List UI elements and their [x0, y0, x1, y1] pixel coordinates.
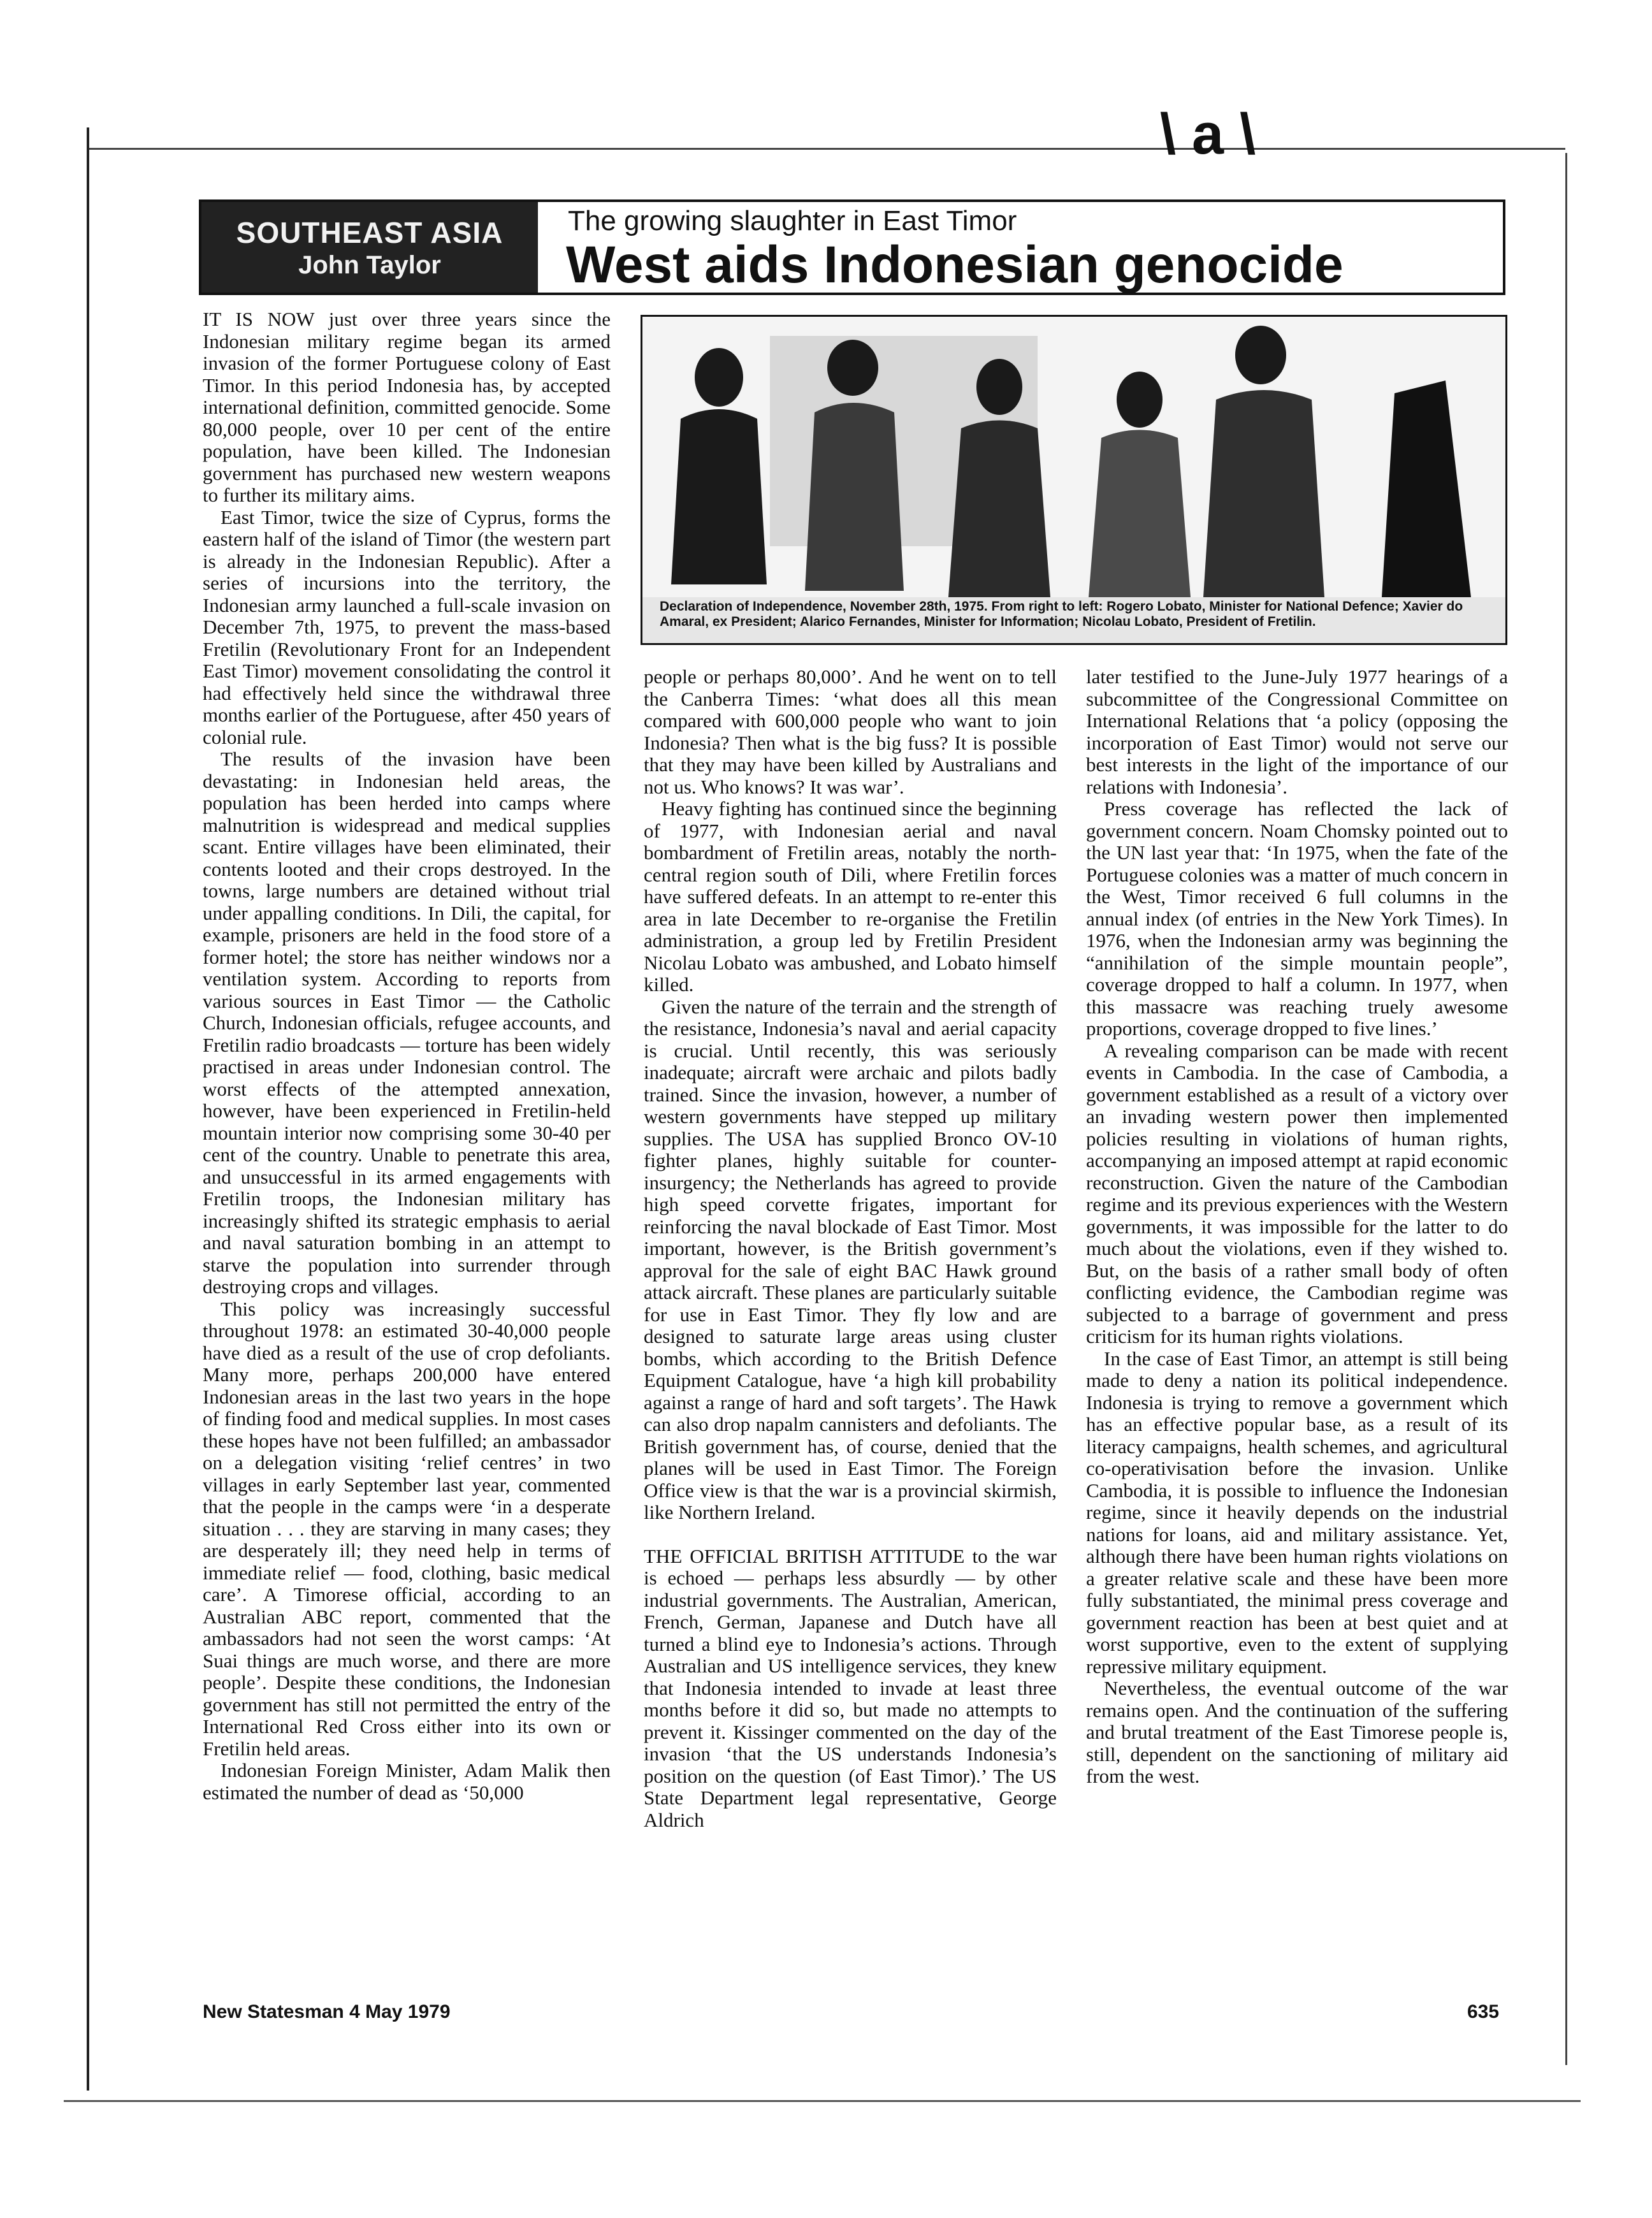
article-headline: West aids Indonesian genocide: [566, 236, 1344, 294]
paragraph: Heavy fighting has continued since the beginning of 1977, with Indonesian aerial and naval bombardment of Fretilin areas, notably the north-central region south of Dili, where Fretilin forces have suffered defeats. In an attempt to re-enter this area in late December to re-organise the Fretilin administration, a group led by Fretilin President Nicolau Lobato was ambushed, and Lobato himself killed.: [644, 797, 1057, 996]
paragraph: Nevertheless, the eventual outcome of the war remains open. And the continuation of the suffering and brutal treatment of the East Timorese people is, still, dependent on the sanctioning of military aid from the west.: [1086, 1677, 1508, 1787]
byline: John Taylor: [298, 250, 441, 279]
column-3: [1086, 666, 1508, 1788]
paragraph: East Timor, twice the size of Cyprus, forms the eastern half of the island of Timor (the western part is already in the Indonesian Republic). After a series of incursions into the territory, the Indonesian army launched a full-scale invasion on December 7th, 1975, to prevent the mass-based Fretilin (Revolutionary Front for an Independent East Timor) movement consolidating the control it had effectively held since the withdrawal three months earlier of the Portuguese, after 450 years of colonial rule.: [203, 505, 611, 748]
paragraph: In the case of East Timor, an attempt is still being made to deny a nation its political independence. Indonesia is trying to remove a government which has an effective popular base, as a result of its literacy campaigns, health schemes, and agricultural co-operativisation before the invasion. Unlike Cambodia, it is possible to influence the Indonesian regime, since it heavily depends on the industrial nations for loans, aid and military assistance. Yet, although there have been human rights violations on a greater relative scale and these have been more fully substantiated, the minimal press coverage and government reaction has been at best quiet and at worst supportive, even to the extent of supplying repressive military equipment.: [1086, 1347, 1508, 1678]
paragraph: The results of the invasion have been devastating: in Indonesian held areas, the population has been herded into camps where malnutrition is widespread and medical supplies scant. Entire villages have been eliminated, their contents looted and their crops destroyed. In the towns, large numbers are detained without trial under appalling conditions. In Dili, the capital, for example, prisoners are held in the food store of a former hotel; the store has neither windows nor a ventilation system. According to reports from various sources in East Timor — the Catholic Church, Indonesian officials, refugee accounts, and Fretilin radio broadcasts — torture has been widely practised in areas under Indonesian control. The worst effects of the attempted annexation, however, have been experienced in Fretilin-held mountain interior now comprising some 30-40 per cent of the country. Unable to penetrate this area, and unsuccessful in its armed engagements with Fretilin troops, the Indonesian military has increasingly shifted its strategic emphasis to aerial and naval saturation bombing in an attempt to starve the population into surrender through destroying crops and villages.: [203, 748, 611, 1298]
paragraph: people or perhaps 80,000’. And he went on to tell the Canberra Times: ‘what does all this mean compared with 600,000 people who want to join Indonesia? Then what is the big fuss? It is possible that they may have been killed by Australians and not us. Who knows? It was war’.: [644, 665, 1057, 798]
paragraph: later testified to the June-July 1977 hearings of a subcommittee of the Congressional Committee on International Relations that ‘a policy (opposing the incorporation of East Timor) would not serve our best interests in the light of the importance of our relations with Indonesia’.: [1086, 665, 1508, 798]
bottom-rule: [64, 2100, 1581, 2102]
news-photo: [641, 315, 1507, 645]
paragraph: Given the nature of the terrain and the strength of the resistance, Indonesia’s naval and aerial capacity is crucial. Until recently, this was seriously inadequate; aircraft were archaic and pilots badly trained. Since the invasion, however, a number of western governments have stepped up military supplies. The USA has supplied Bronco OV-10 fighter planes, highly suitable for counter-insurgency; the Netherlands has agreed to provide high speed corvette frigates, important for reinforcing the naval blockade of East Timor. Most important, however, is the British government’s approval for the sale of eight BAC Hawk ground attack aircraft. These planes are particularly suitable for use in East Timor. They fly low and are designed to saturate large areas using cluster bombs, which according to the British Defence Equipment Catalogue, have ‘a high kill probability against a range of hard and soft targets’. The Hawk can also drop napalm cannisters and defoliants. The British government has, of course, denied that the planes will be used in East Timor. The Foreign Office view is that the war is a provincial skirmish, like Northern Ireland.: [644, 995, 1057, 1523]
subhead: THE OFFICIAL BRITISH ATTITUDE: [644, 1544, 965, 1567]
paragraph-with-subhead: [644, 1546, 1057, 1832]
paragraph: Indonesian Foreign Minister, Adam Malik then estimated the number of dead as ‘50,000: [203, 1759, 611, 1804]
column-1: [203, 308, 611, 1804]
article-masthead: [199, 199, 1505, 295]
publication-footer: New Statesman 4 May 1979: [203, 2001, 451, 2022]
page-number: 635: [1467, 2001, 1500, 2022]
paragraph: Press coverage has reflected the lack of government concern. Noam Chomsky pointed out to the UN last year that: ‘In 1975, when the fate of the Portuguese colonies was a matter of much concern in the West, Timor received 6 full columns in the annual index (of entries in the New York Times). In 1976, when the Indonesian army was beginning the “annihilation of the simple mountain people”, coverage dropped to half a column. In 1977, when this massacre was reaching truely awesome proportions, coverage dropped to five lines.’: [1086, 797, 1508, 1040]
photo-caption: Declaration of Independence, November 28th, 1975. From right to left: Rogero Lobato, Minister for National Defence; Xavier do Amaral, ex President; Alarico Fernandes, Minister for Information; Nicolau Lobato, President of Fretilin.: [660, 599, 1463, 629]
section-banner: [201, 202, 538, 293]
subhead-continuation: to the war is echoed — perhaps less absurdly — by other industrial governments. The Australian, American, French, German, Japanese and Dutch have all turned a blind eye to Indonesia’s actions. Through Australian and US intelligence services, they knew that Indonesia intended to invade at least three months before it did so, but made no attempts to prevent it. Kissinger commented on the day of the invasion ‘that the US understands Indonesia’s position on the question (of East Timor).’ The US State Department legal representative, George Aldrich: [644, 1544, 1057, 1831]
handwritten-ref-mark: \ a \: [1160, 103, 1256, 166]
top-rule: [89, 148, 1565, 150]
article-kicker: The growing slaughter in East Timor: [568, 205, 1017, 236]
paragraph: This policy was increasingly successful throughout 1978: an estimated 30-40,000 people have died as a result of the use of crop defoliants. Many more, perhaps 200,000 have entered Indonesian areas in the last two years in the hope of finding food and medical supplies. In most cases these hopes have not been fulfilled; an ambassador on a delegation visiting ‘relief centres’ in two villages in early September last year, commented that the people in the camps were ‘in a desperate situation . . . they are starving in many cases; they are desperately ill; they need help in terms of immediate relief — food, clothing, basic medical care’. A Timorese official, according to an Australian ABC report, commented that the ambassadors had not seen the worst camps: ‘At Suai things are much worse, and there are more people’. Despite these conditions, the Indonesian government has still not permitted the entry of the International Red Cross either into its own or Fretilin held areas.: [203, 1297, 611, 1760]
section-label: SOUTHEAST ASIA: [236, 215, 504, 249]
paragraph: A revealing comparison can be made with recent events in Cambodia. In the case of Cambodia, a government established as a result of a victory over an invading western power then implemented policies resulting in violations of human rights, accompanying an imposed attempt at rapid economic reconstruction. Given the nature of the Cambodian regime and its previous experiences with the Western governments, it was impossible for the latter to do much about the violations, even if they wished to. But, on the basis of a rather small body of often conflicting evidence, the Cambodian regime was subjected to a barrage of government and press criticism for its human rights violations.: [1086, 1039, 1508, 1347]
page-edge-right: [1565, 153, 1567, 2065]
photo-illustration: [642, 317, 1505, 643]
page-edge-left: [87, 127, 89, 2091]
column-2: [644, 666, 1057, 1831]
paragraph: IT IS NOW just over three years since the Indonesian military regime began its armed invasion of the former Portuguese colony of East Timor. In this period Indonesia has, by accepted international definition, committed genocide. Some 80,000 people, over 10 per cent of the entire population, have been killed. The Indonesian government has purchased new western weapons to further its military aims.: [203, 308, 611, 506]
